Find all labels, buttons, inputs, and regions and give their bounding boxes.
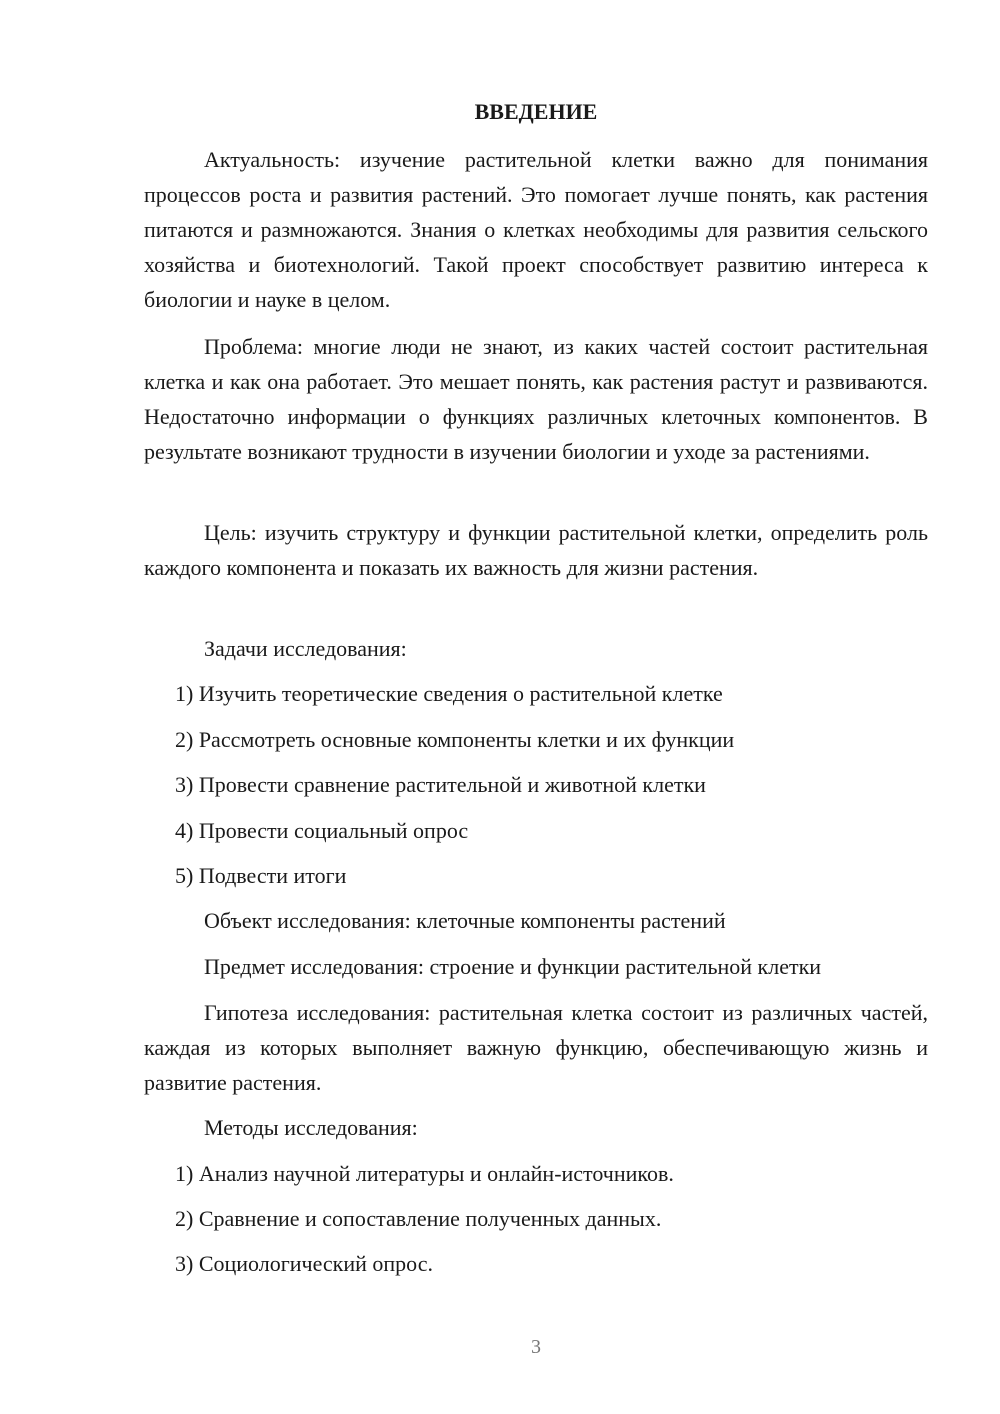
task-item: 2) Рассмотреть основные компоненты клетки и их функции [175,727,735,752]
method-item: 2) Сравнение и сопоставление полученных данных. [175,1206,662,1231]
task-item: 3) Провести сравнение растительной и животной клетки [175,772,706,797]
method-item: 1) Анализ научной литературы и онлайн-источников. [175,1161,674,1186]
research-subject: Предмет исследования: строение и функции растительной клетки [204,954,822,979]
page-number: 3 [531,1336,541,1358]
research-object: Объект исследования: клеточные компоненты растений [204,908,726,933]
hypothesis-paragraph: Гипотеза исследования: растительная клетка состоит из различных частей, каждая из которых выполняет важную функцию, обеспечивающую жизнь и развитие растения. [144,1000,928,1095]
task-item: 5) Подвести итоги [175,863,347,888]
task-item: 4) Провести социальный опрос [175,818,469,843]
relevance-paragraph: Актуальность: изучение растительной клетки важно для понимания процессов роста и развития растений. Это помогает лучше понять, как растения питаются и размножаются. Знания о клетках необходимы для развития сельского хозяйства и биотехнологий. Такой проект способствует развитию интереса к биологии и науке в целом. [144,147,928,312]
method-item: 3) Социологический опрос. [175,1251,433,1276]
problem-paragraph: Проблема: многие люди не знают, из каких частей состоит растительная клетка и как она работает. Это мешает понять, как растения растут и развиваются. Недостаточно информации о функциях различных клеточных компонентов. В результате возникают трудности в изучении биологии и уходе за растениями. [144,334,928,464]
methods-heading: Методы исследования: [204,1115,418,1140]
page-title: ВВЕДЕНИЕ [474,99,598,124]
task-item: 1) Изучить теоретические сведения о растительной клетке [175,681,723,706]
tasks-heading: Задачи исследования: [204,636,407,661]
goal-paragraph: Цель: изучить структуру и функции растительной клетки, определить роль каждого компонента и показать их важность для жизни растения. [144,520,928,580]
